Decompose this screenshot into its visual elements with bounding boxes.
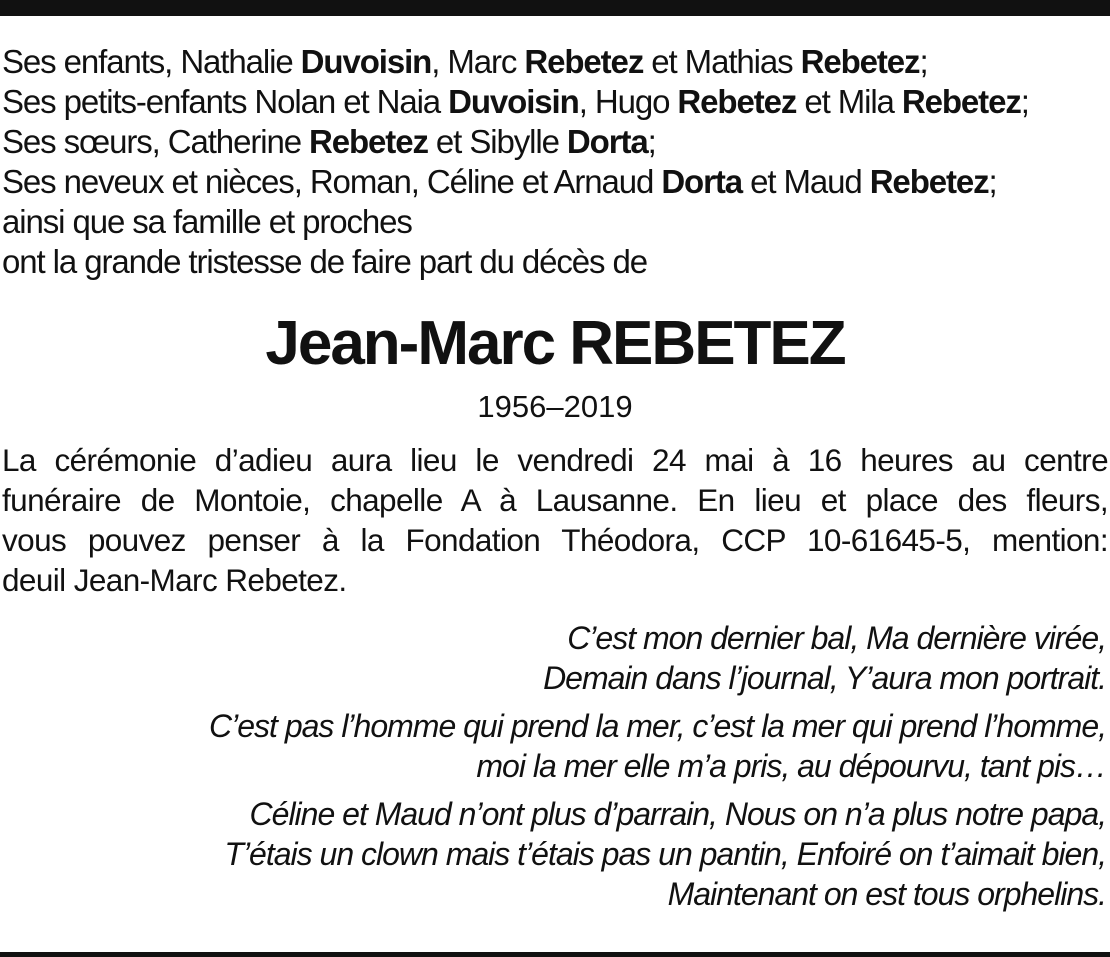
text: et Sibylle	[427, 123, 567, 160]
text: , Marc	[431, 43, 525, 80]
text: et Mathias	[643, 43, 801, 80]
ceremony-line: funéraire de Montoie, chapelle A à Lausanne. En lieu et place des fleurs,	[2, 482, 1108, 518]
surname: Duvoisin	[300, 43, 432, 80]
text: , Hugo	[578, 83, 678, 120]
intro-line-nephews-nieces	[2, 162, 1110, 202]
top-rule	[0, 0, 1110, 16]
text: ;	[988, 163, 997, 200]
surname: Rebetez	[524, 43, 644, 80]
verse-stanza	[6, 706, 1106, 786]
family-announcement	[2, 42, 1110, 282]
surname: Dorta	[566, 123, 648, 160]
intro-line-announcement: ont la grande tristesse de faire part du décès de	[2, 243, 648, 280]
text: ;	[919, 43, 928, 80]
bottom-rule	[0, 952, 1110, 957]
intro-line-grandchildren	[2, 82, 1110, 122]
intro-line-family: ainsi que sa famille et proches	[2, 203, 412, 240]
ceremony-line: deuil Jean-Marc Rebetez.	[2, 562, 347, 598]
ceremony-paragraph	[2, 440, 1108, 600]
deceased-name: Jean-Marc REBETEZ	[265, 309, 845, 378]
text: Ses enfants, Nathalie	[2, 43, 301, 80]
verse-line: Demain dans l’journal, Y’aura mon portrait.	[543, 660, 1106, 696]
deceased-years: 1956–2019	[477, 389, 633, 424]
verse-line: T’étais un clown mais t’étais pas un pantin, Enfoiré on t’aimait bien,	[224, 836, 1106, 872]
verse-line: C’est mon dernier bal, Ma dernière virée,	[567, 620, 1106, 656]
surname: Rebetez	[901, 83, 1021, 120]
intro-line-sisters	[2, 122, 1110, 162]
verse-stanza	[6, 618, 1106, 698]
surname: Rebetez	[800, 43, 920, 80]
memorial-verses	[6, 618, 1106, 922]
text: ;	[647, 123, 656, 160]
surname: Duvoisin	[448, 83, 579, 120]
text: Ses petits-enfants Nolan et Naia	[2, 83, 449, 120]
intro-line-children	[2, 42, 1110, 82]
surname: Rebetez	[677, 83, 797, 120]
surname: Dorta	[661, 163, 743, 200]
text: ;	[1020, 83, 1029, 120]
surname: Rebetez	[309, 123, 428, 160]
text: et Maud	[742, 163, 870, 200]
verse-line: C’est pas l’homme qui prend la mer, c’est la mer qui prend l’homme,	[209, 708, 1106, 744]
text: Ses neveux et nièces, Roman, Céline et Arnaud	[2, 163, 662, 200]
verse-stanza	[6, 794, 1106, 914]
text: et Mila	[796, 83, 902, 120]
verse-line: moi la mer elle m’a pris, au dépourvu, tant pis…	[476, 748, 1106, 784]
verse-line: Céline et Maud n’ont plus d’parrain, Nous on n’a plus notre papa,	[249, 796, 1106, 832]
verse-line: Maintenant on est tous orphelins.	[667, 876, 1106, 912]
ceremony-line: La cérémonie d’adieu aura lieu le vendredi 24 mai à 16 heures au centre	[2, 442, 1108, 478]
surname: Rebetez	[869, 163, 989, 200]
ceremony-line: vous pouvez penser à la Fondation Théodora, CCP 10-61645-5, mention:	[2, 522, 1108, 558]
text: Ses sœurs, Catherine	[2, 123, 310, 160]
